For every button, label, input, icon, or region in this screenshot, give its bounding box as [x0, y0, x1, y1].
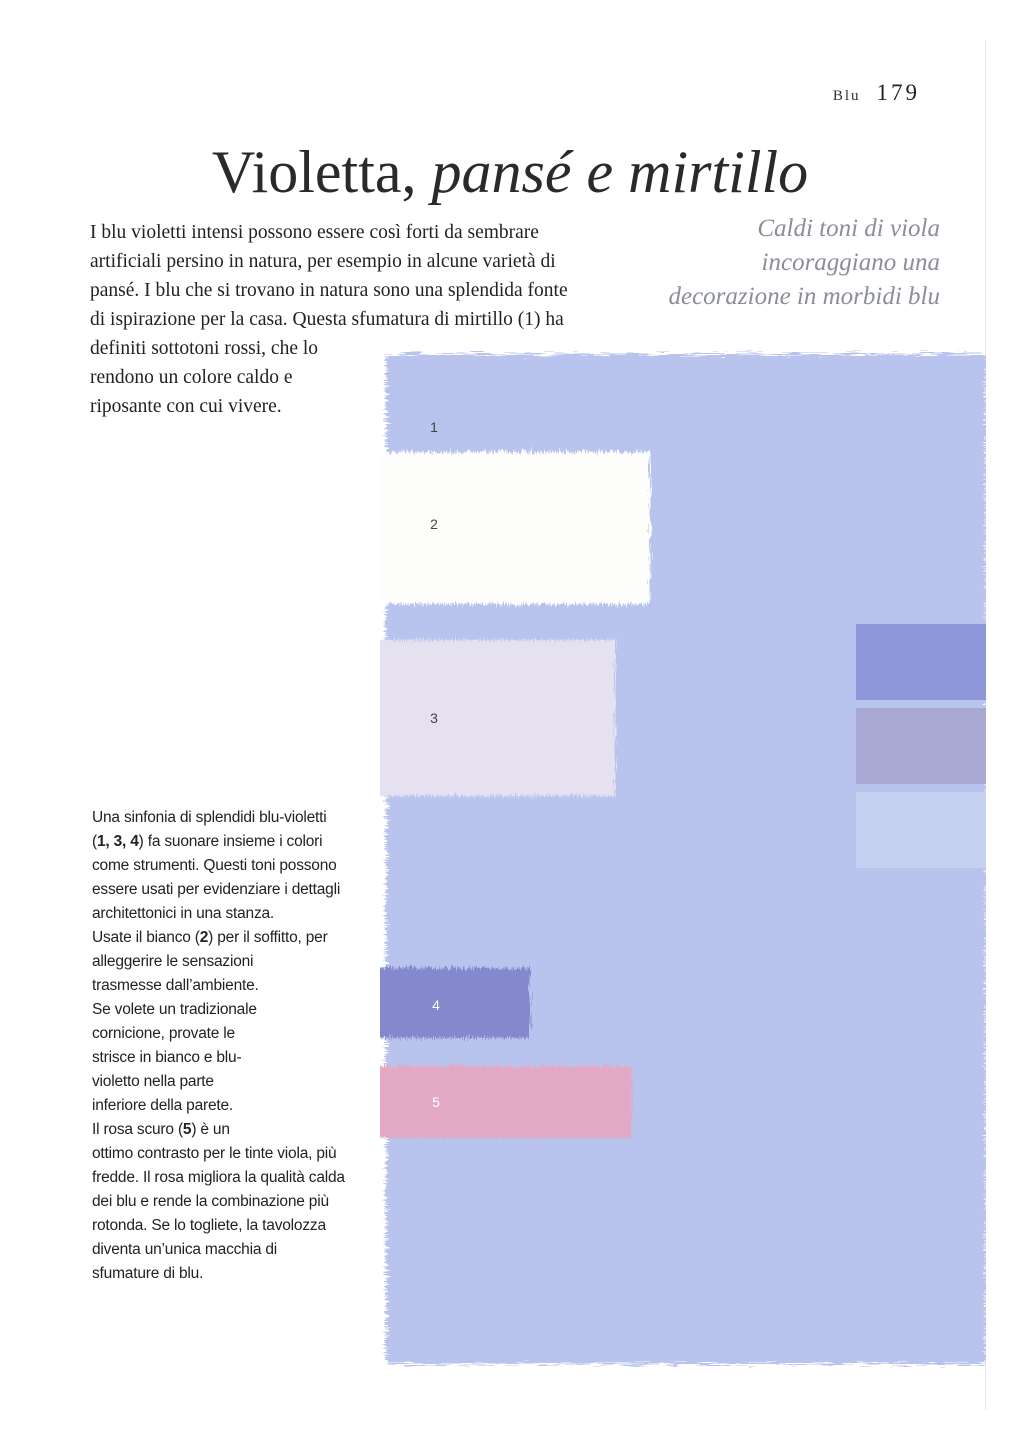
caption-line: cornicione, provate le: [92, 1025, 235, 1042]
caption-line: Usate il bianco (2) per il soffitto, per: [92, 929, 328, 946]
caption-line: diventa un’unica macchia di: [92, 1241, 278, 1258]
color-chip-2: [856, 708, 986, 784]
caption-line: (1, 3, 4) fa suonare insieme i colori: [92, 833, 323, 850]
color-chip-1: [856, 624, 986, 700]
pull-quote-line: Caldi toni di viola: [757, 215, 940, 242]
caption-line: Una sinfonia di splendidi blu-violetti: [92, 809, 327, 826]
page-title: [0, 138, 1020, 207]
swatch-label-5: 5: [432, 1094, 440, 1110]
swatch-label-2: 2: [430, 516, 438, 532]
swatch-4-violet: [380, 968, 530, 1038]
intro-paragraph-continued: [90, 334, 370, 421]
swatch-2-white: [380, 452, 650, 604]
pull-quote-line: incoraggiano una: [761, 249, 940, 276]
pull-quote-line: decorazione in morbidi blu: [668, 283, 940, 310]
swatch-label-4: 4: [432, 997, 440, 1013]
caption-line: dei blu e rende la combinazione più: [92, 1193, 329, 1210]
intro-line: rendono un colore caldo e: [90, 367, 293, 388]
intro-line: artificiali persino in natura, per esempio in alcune varietà di: [90, 251, 556, 272]
caption-line: sfumature di blu.: [92, 1265, 204, 1282]
caption-line: violetto nella parte: [92, 1073, 214, 1090]
caption-line: fredde. Il rosa migliora la qualità calda: [92, 1169, 345, 1186]
caption-line: rotonda. Se lo togliete, la tavolozza: [92, 1217, 326, 1234]
intro-line: pansé. I blu che si trovano in natura sono una splendida fonte: [90, 280, 568, 301]
pull-quote: [640, 212, 940, 314]
caption-text: [92, 806, 345, 1286]
caption-line: trasmesse dall’ambiente.: [92, 977, 259, 994]
section-label: Blu: [832, 88, 861, 104]
swatch-5-pink: [380, 1066, 632, 1138]
caption-line: strisce in bianco e blu-: [92, 1049, 242, 1066]
caption-line: essere usati per evidenziare i dettagli: [92, 881, 341, 898]
caption-line: inferiore della parete.: [92, 1097, 234, 1114]
swatch-3-lilac: [380, 640, 615, 796]
caption-line: Se volete un tradizionale: [92, 1001, 257, 1018]
intro-line: definiti sottotoni rossi, che lo: [90, 338, 319, 359]
title-roman: Violetta,: [211, 139, 417, 205]
caption-line: ottimo contrasto per le tinte viola, più: [92, 1145, 337, 1162]
color-chip-3: [856, 792, 986, 868]
caption-line: architettonici in una stanza.: [92, 905, 275, 922]
intro-line: di ispirazione per la casa. Questa sfumatura di mirtillo (1) ha: [90, 309, 564, 330]
swatch-label-3: 3: [430, 710, 438, 726]
intro-line: I blu violetti intensi possono essere così forti da sembrare: [90, 222, 539, 243]
caption-line: Il rosa scuro (5) è un: [92, 1121, 230, 1138]
page-number: 179: [876, 80, 920, 105]
intro-line: riposante con cui vivere.: [90, 396, 282, 417]
title-italic: pansé e mirtillo: [431, 139, 809, 205]
caption-line: alleggerire le sensazioni: [92, 953, 254, 970]
swatch-label-1: 1: [430, 419, 438, 435]
intro-paragraph: [90, 218, 650, 334]
running-header: [833, 80, 920, 106]
caption-line: come strumenti. Questi toni possono: [92, 857, 337, 874]
